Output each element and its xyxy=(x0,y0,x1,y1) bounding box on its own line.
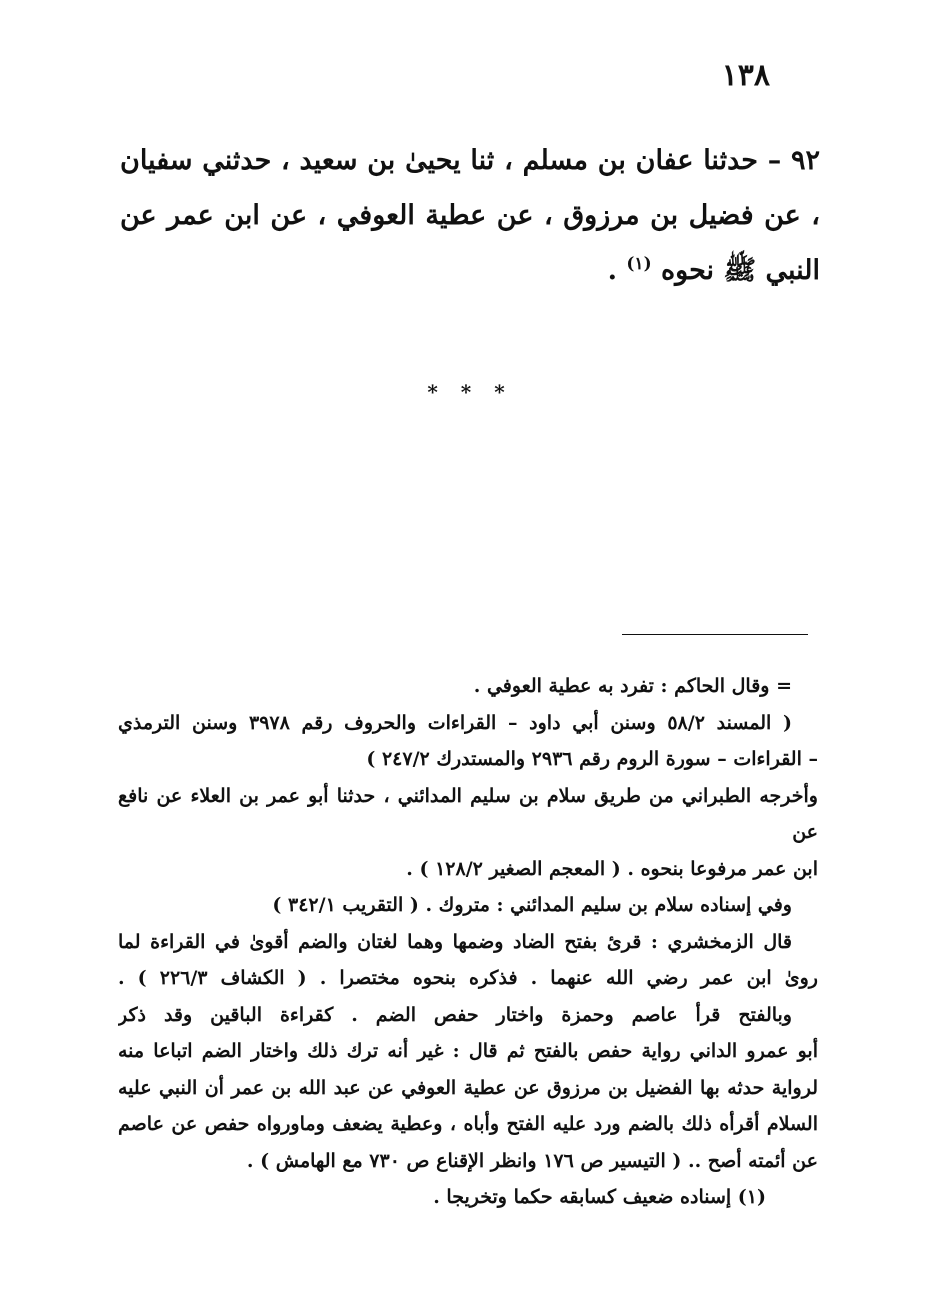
footnote-line: رویٰ ابن عمر رضي الله عنهما . فذكره بنحوه مختصرا . ( الكشاف ٢٢٦/٣ ) . xyxy=(118,967,818,989)
footnote-line: أبو عمرو الداني رواية حفص بالفتح ثم قال : غير أنه ترك ذلك واختار الضم اتباعا منه xyxy=(118,1040,818,1062)
hadith-text xyxy=(120,133,820,298)
section-separator: * * * xyxy=(427,380,513,404)
footnote-line: وأخرجه الطبراني من طريق سلام بن سليم المدائني ، حدثنا أبو عمر بن العلاء عن نافع عن xyxy=(118,784,818,843)
footnote-line: وبالفتح قرأ عاصم وحمزة واختار حفص الضم . كقراءة الباقين وقد ذكر xyxy=(118,1003,792,1026)
hadith-body: ٩٢ – حدثنا عفان بن مسلم ، ثنا يحيىٰ بن سعيد ، حدثني سفيان ، عن فضيل بن مرزوق ، عن عطية العوفي ، عن ابن عمر عن النبي ﷺ نحوه xyxy=(120,145,820,286)
hadith-end: . xyxy=(607,255,627,286)
footnote-line: – القراءات – سورة الروم رقم ٢٩٣٦ والمستدرك ٢٤٧/٢ ) xyxy=(366,748,818,770)
footnote-line: (١) إسناده ضعيف كسابقه حكما وتخريجا . xyxy=(433,1186,766,1208)
footnote-line: ابن عمر مرفوعا بنحوه . ( المعجم الصغير ١٢٨/٢ ) . xyxy=(406,857,818,880)
footnote-reference: (١) xyxy=(626,254,652,274)
footnotes xyxy=(118,668,818,1216)
footnote-line: = وقال الحاكم : تفرد به عطية العوفي . xyxy=(473,675,792,697)
footnote-line: لرواية حدثه بها الفضيل بن مرزوق عن عطية العوفي عن عبد الله بن عمر أن النبي عليه xyxy=(118,1076,818,1099)
footnote-line: قال الزمخشري : قرئ بفتح الضاد وضمها وهما لغتان والضم أقوىٰ في القراءة لما xyxy=(118,930,792,953)
footnote-divider xyxy=(622,634,808,635)
footnote-line: وفي إسناده سلام بن سليم المدائني : متروك . ( التقريب ٣٤٢/١ ) xyxy=(272,894,792,916)
footnote-line: السلام أقرأه ذلك بالضم ورد عليه الفتح وأباه ، وعطية يضعف وماورواه حفص عن عاصم xyxy=(118,1113,818,1135)
footnote-line: ( المسند ٥٨/٢ وسنن أبي داود – القراءات والحروف رقم ٣٩٧٨ وسنن الترمذي xyxy=(118,711,793,734)
page-number: ١٣٨ xyxy=(721,58,770,93)
footnote-line: عن أئمته أصح .. ( التيسير ص ١٧٦ وانظر الإقناع ص ٧٣٠ مع الهامش ) . xyxy=(246,1149,818,1172)
